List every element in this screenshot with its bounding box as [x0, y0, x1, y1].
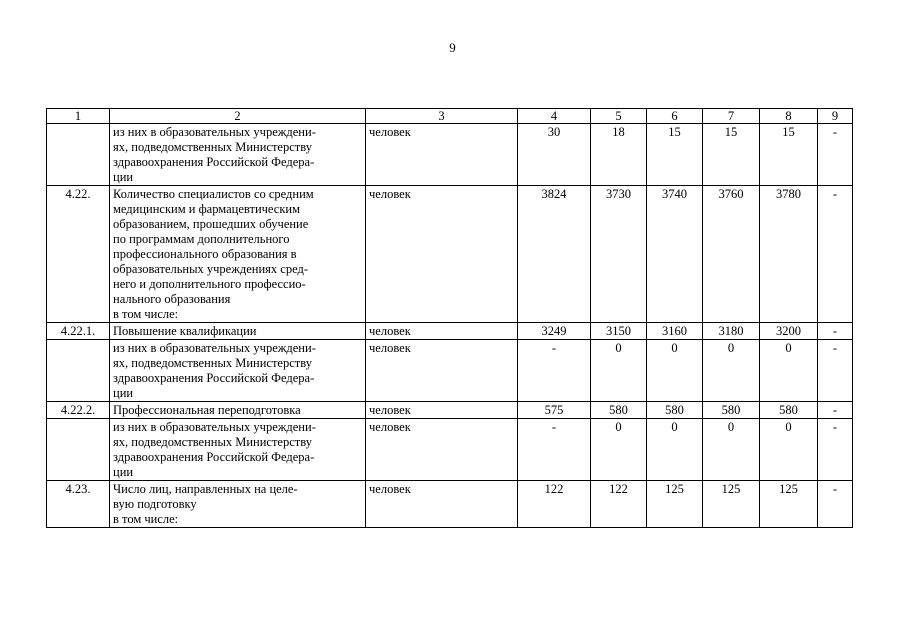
table-row: [47, 340, 853, 402]
header-cell: 6: [647, 109, 703, 124]
row-unit: человек: [366, 481, 518, 528]
header-cell: 1: [47, 109, 110, 124]
row-value: -: [818, 323, 853, 340]
page-number: 9: [449, 40, 456, 55]
row-value: 125: [647, 481, 703, 528]
row-value: 3180: [703, 323, 760, 340]
row-number: [47, 419, 110, 481]
row-indicator: Число лиц, направленных на целе- вую подготовку в том числе:: [110, 481, 366, 528]
row-value: 15: [647, 124, 703, 186]
row-indicator: из них в образовательных учреждени- ях, подведомственных Министерству здравоохранения Российской Федера- ции: [110, 124, 366, 186]
row-number: 4.22.1.: [47, 323, 110, 340]
row-unit: человек: [366, 186, 518, 323]
row-value: 580: [760, 402, 818, 419]
row-number: [47, 124, 110, 186]
row-value: -: [818, 402, 853, 419]
row-value: 3249: [518, 323, 591, 340]
row-value: 3150: [591, 323, 647, 340]
row-value: -: [818, 419, 853, 481]
row-indicator: Количество специалистов со средним медицинским и фармацевтическим образованием, прошедших обучение по программам дополнительного профессионального образования в образовательных учреждениях сред- него и дополнительного профессио- нального образования в том числе:: [110, 186, 366, 323]
row-value: 0: [647, 340, 703, 402]
table-row: [47, 323, 853, 340]
row-indicator: Профессиональная переподготовка: [110, 402, 366, 419]
row-value: 575: [518, 402, 591, 419]
row-value: -: [518, 340, 591, 402]
row-unit: человек: [366, 340, 518, 402]
row-value: 30: [518, 124, 591, 186]
indicators-table: [46, 108, 853, 528]
header-cell: 8: [760, 109, 818, 124]
row-value: 3160: [647, 323, 703, 340]
header-row: [47, 109, 853, 124]
table-row: [47, 402, 853, 419]
row-number: [47, 340, 110, 402]
row-value: 580: [703, 402, 760, 419]
row-value: 18: [591, 124, 647, 186]
row-value: 122: [518, 481, 591, 528]
row-value: -: [818, 124, 853, 186]
header-cell: 9: [818, 109, 853, 124]
row-value: 580: [647, 402, 703, 419]
row-value: 122: [591, 481, 647, 528]
row-indicator: из них в образовательных учреждени- ях, подведомственных Министерству здравоохранения Российской Федера- ции: [110, 419, 366, 481]
row-value: 0: [760, 419, 818, 481]
row-value: 0: [591, 340, 647, 402]
row-value: -: [818, 186, 853, 323]
row-number: 4.22.: [47, 186, 110, 323]
row-value: 15: [703, 124, 760, 186]
row-unit: человек: [366, 419, 518, 481]
row-value: 0: [703, 340, 760, 402]
row-value: 0: [647, 419, 703, 481]
table-row: [47, 124, 853, 186]
row-unit: человек: [366, 323, 518, 340]
row-indicator: из них в образовательных учреждени- ях, подведомственных Министерству здравоохранения Российской Федера- ции: [110, 340, 366, 402]
row-value: 0: [703, 419, 760, 481]
row-value: 3824: [518, 186, 591, 323]
header-cell: 5: [591, 109, 647, 124]
row-value: 125: [703, 481, 760, 528]
header-cell: 7: [703, 109, 760, 124]
row-value: 125: [760, 481, 818, 528]
row-value: 3200: [760, 323, 818, 340]
table-row: [47, 419, 853, 481]
row-value: 3730: [591, 186, 647, 323]
table-row: [47, 186, 853, 323]
row-value: -: [518, 419, 591, 481]
row-value: 15: [760, 124, 818, 186]
row-value: 0: [760, 340, 818, 402]
row-value: -: [818, 481, 853, 528]
row-value: 0: [591, 419, 647, 481]
row-value: -: [818, 340, 853, 402]
row-value: 3780: [760, 186, 818, 323]
header-cell: 3: [366, 109, 518, 124]
row-unit: человек: [366, 402, 518, 419]
row-number: 4.23.: [47, 481, 110, 528]
row-number: 4.22.2.: [47, 402, 110, 419]
header-cell: 4: [518, 109, 591, 124]
table-row: [47, 481, 853, 528]
row-value: 3760: [703, 186, 760, 323]
row-unit: человек: [366, 124, 518, 186]
row-value: 3740: [647, 186, 703, 323]
row-value: 580: [591, 402, 647, 419]
header-cell: 2: [110, 109, 366, 124]
row-indicator: Повышение квалификации: [110, 323, 366, 340]
